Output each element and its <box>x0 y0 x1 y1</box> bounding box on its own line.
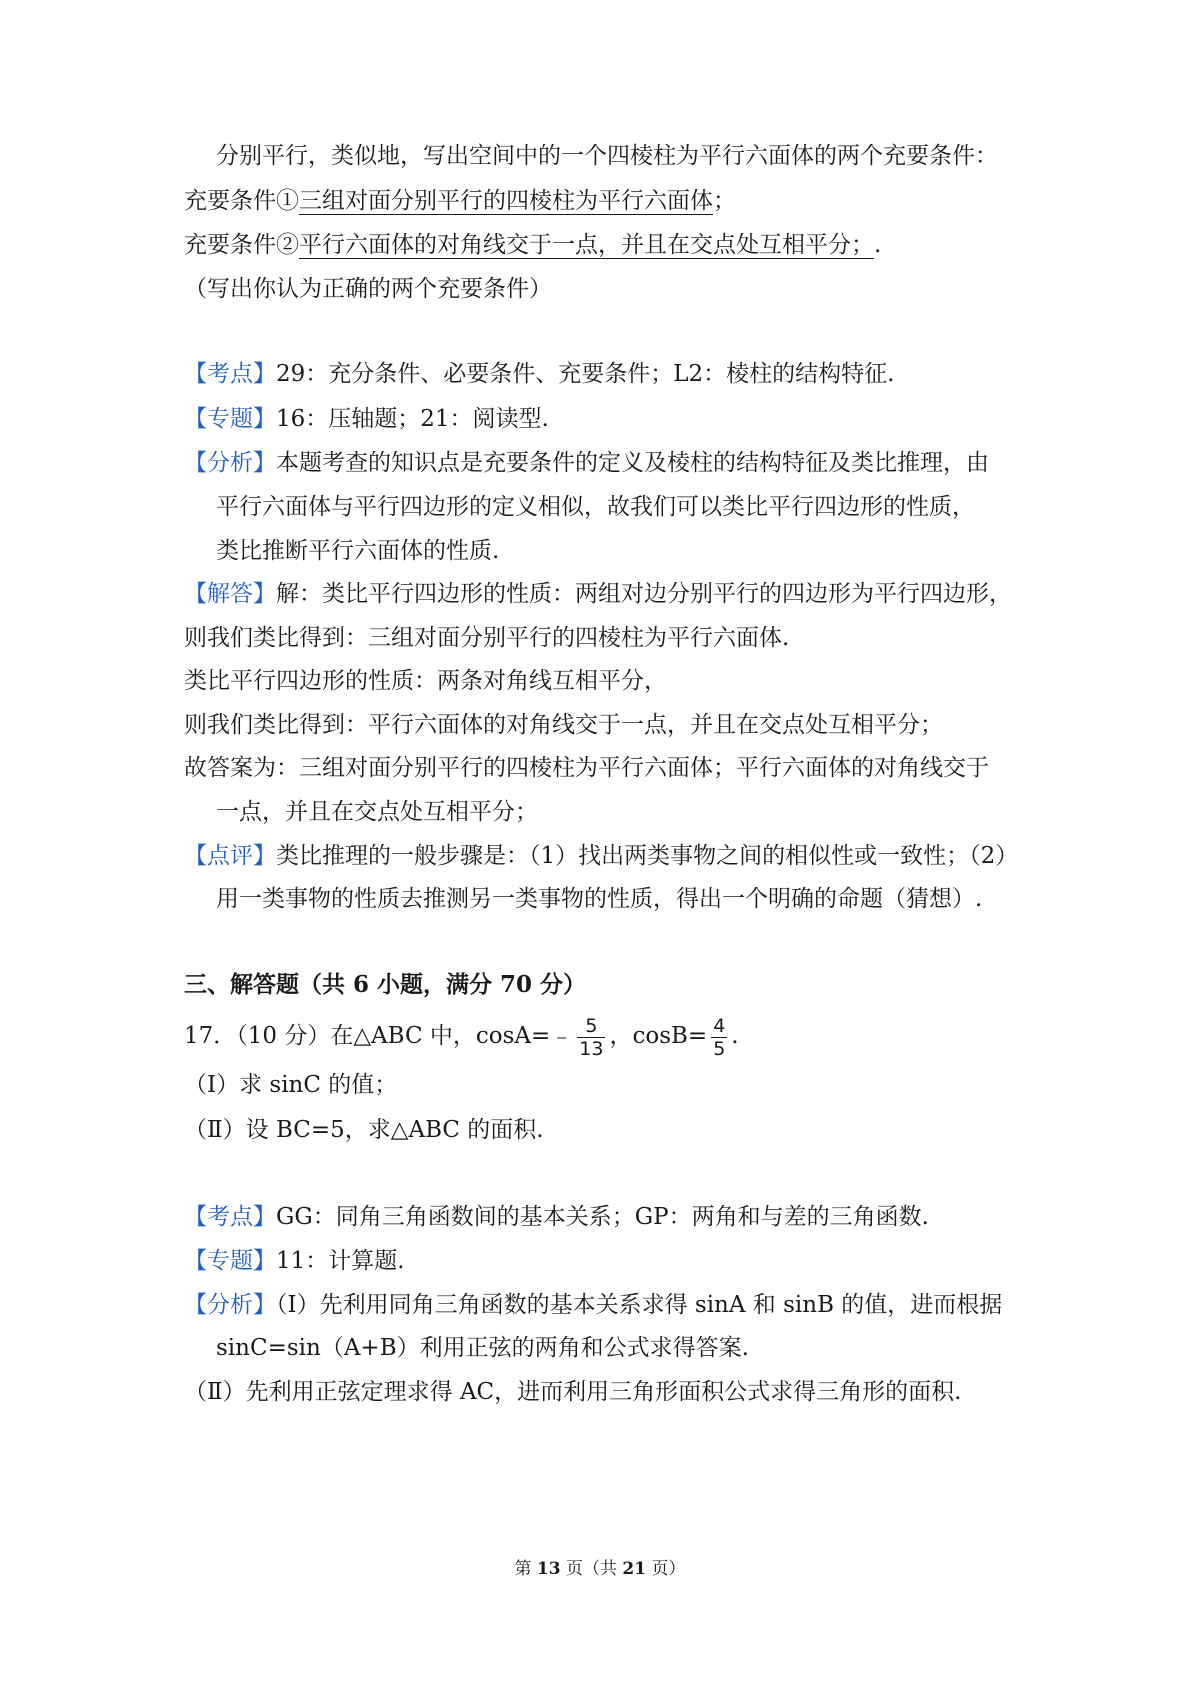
zhuanti-tag: 【专题】 <box>184 406 276 432</box>
jieda-tag: 【解答】 <box>184 581 276 607</box>
sol16-dianping-line-2: 用一类事物的性质去推测另一类事物的性质，得出一个明确的命题（猜想）. <box>216 886 983 912</box>
sol16-fenxi-line-3: 类比推断平行六面体的性质. <box>216 538 500 564</box>
cosA-fraction: $\frac{5}{13}$ <box>579 1014 604 1060</box>
sol17-zhuanti: 【专题】11：计算题. <box>184 1248 405 1274</box>
sol17-fenxi: 【分析】（Ⅰ）先利用同角三角函数的基本关系求得 sinA 和 sinB 的值，进而根据 <box>184 1292 1003 1318</box>
q16-continuation: 分别平行，类似地，写出空间中的一个四棱柱为平行六面体的两个充要条件： <box>216 143 998 169</box>
fenxi-tag: 【分析】 <box>184 1292 276 1318</box>
sol16-zhuanti: 【专题】16：压轴题；21：阅读型. <box>184 406 549 432</box>
sol17-fenxi-line-3: （Ⅱ）先利用正弦定理求得 AC，进而利用三角形面积公式求得三角形的面积. <box>184 1379 962 1405</box>
q16-condition-1-answer: 三组对面分别平行的四棱柱为平行六面体 <box>299 188 713 214</box>
cosB-fraction: $\frac{4}{5}$ <box>713 1014 726 1060</box>
sol17-kaodian: 【考点】GG：同角三角函数间的基本关系；GP：两角和与差的三角函数. <box>184 1204 929 1230</box>
q17-part-2: （Ⅱ）设 BC=5，求△ABC 的面积. <box>184 1117 544 1143</box>
sol16-jieda: 【解答】解：类比平行四边形的性质：两组对边分别平行的四边形为平行四边形， <box>184 581 1012 607</box>
q17-stem: 17．（10 分）在△ABC 中，cosA=﹣ $\frac{5}{13}$ ，cosB= $\frac{4}{5}$ . <box>184 1014 739 1060</box>
dianping-tag: 【点评】 <box>184 843 276 869</box>
q16-condition-2: 充要条件②平行六面体的对角线交于一点，并且在交点处互相平分；. <box>184 232 882 258</box>
q16-condition-1: 充要条件①三组对面分别平行的四棱柱为平行六面体； <box>184 188 736 214</box>
sol16-fenxi: 【分析】本题考查的知识点是充要条件的定义及棱柱的结构特征及类比推理，由 <box>184 450 989 476</box>
q17-part-1: （Ⅰ）求 sinC 的值； <box>184 1072 398 1098</box>
current-page-number: 13 <box>536 1559 561 1579</box>
sol16-jieda-line-3: 类比平行四边形的性质：两条对角线互相平分， <box>184 668 667 694</box>
zhuanti-tag: 【专题】 <box>184 1248 276 1274</box>
sol16-dianping: 【点评】类比推理的一般步骤是：（1）找出两类事物之间的相似性或一致性；（2） <box>184 843 1019 869</box>
q16-condition-2-answer: 平行六面体的对角线交于一点，并且在交点处互相平分； <box>299 232 874 258</box>
sol16-jieda-line-2: 则我们类比得到：三组对面分别平行的四棱柱为平行六面体. <box>184 625 790 651</box>
sol16-jieda-line-4: 则我们类比得到：平行六面体的对角线交于一点，并且在交点处互相平分； <box>184 712 943 738</box>
sol17-fenxi-line-2: sinC=sin（A+B）利用正弦的两角和公式求得答案. <box>216 1335 749 1361</box>
fenxi-tag: 【分析】 <box>184 450 276 476</box>
page-footer: 第 13 页（共 21 页） <box>514 1559 686 1579</box>
sol16-kaodian: 【考点】29：充分条件、必要条件、充要条件；L2：棱柱的结构特征. <box>184 361 895 387</box>
kaodian-tag: 【考点】 <box>184 1204 276 1230</box>
sol16-fenxi-line-2: 平行六面体与平行四边形的定义相似，故我们可以类比平行四边形的性质， <box>216 494 975 520</box>
kaodian-tag: 【考点】 <box>184 361 276 387</box>
sol16-jieda-line-6: 一点，并且在交点处互相平分； <box>216 799 538 825</box>
total-pages-number: 21 <box>622 1559 647 1579</box>
q16-note: （写出你认为正确的两个充要条件） <box>184 276 552 302</box>
sol16-jieda-line-5: 故答案为：三组对面分别平行的四棱柱为平行六面体；平行六面体的对角线交于 <box>184 755 989 781</box>
section-title: 三、解答题（共 6 小题，满分 70 分） <box>184 971 587 998</box>
